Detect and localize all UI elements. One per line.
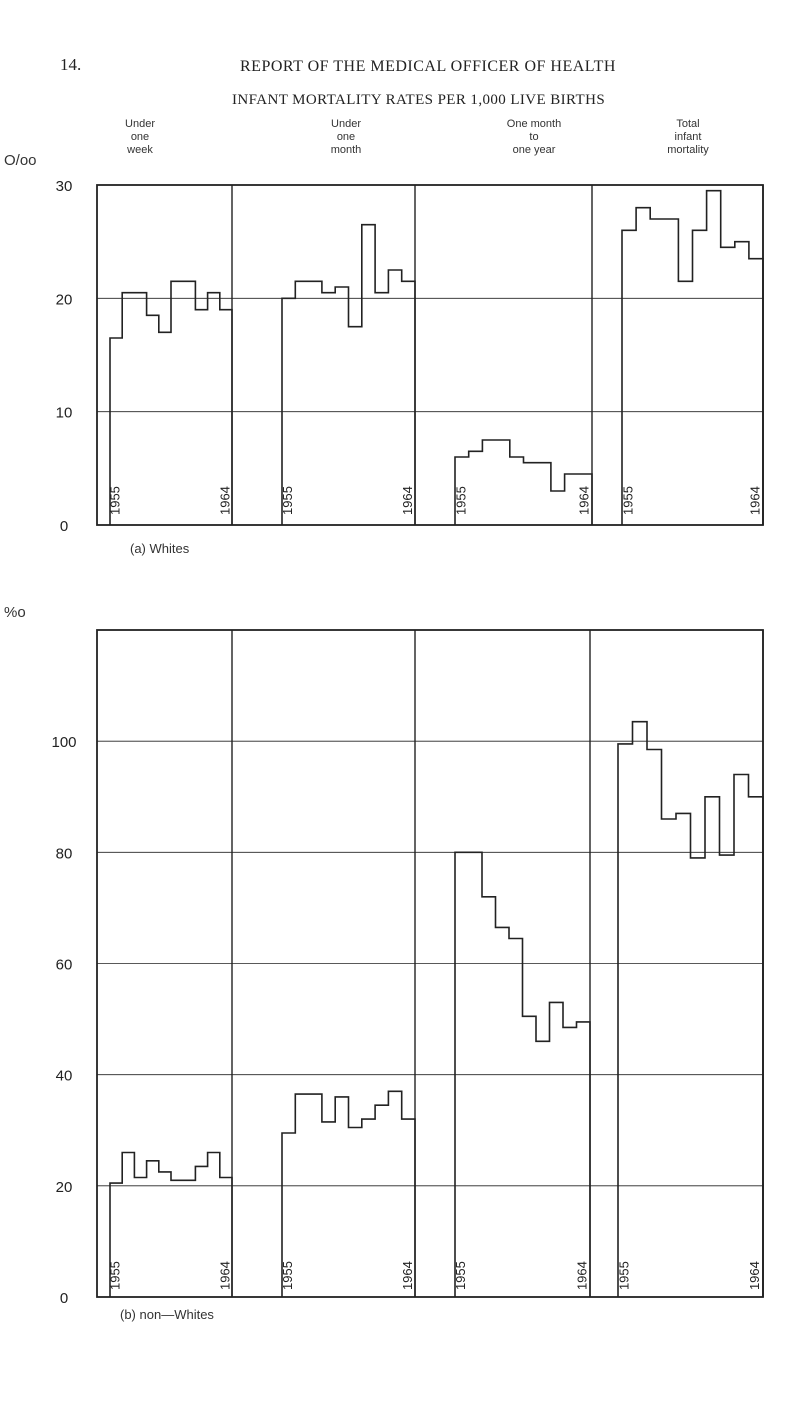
whites-series-0-step-line — [107, 281, 232, 525]
chart-title: INFANT MORTALITY RATES PER 1,000 LIVE BIRTHS — [232, 92, 606, 108]
whites-year-label-end: 1964 — [399, 486, 415, 516]
nonwhites-y-tick-label: 100 — [51, 734, 77, 752]
whites-year-label-start: 1955 — [107, 486, 123, 515]
nonwhites-series-0-step-line — [107, 1153, 232, 1298]
nonwhites-series-1-step-line — [282, 1091, 415, 1297]
nonwhites-y-tick-label: 40 — [55, 1067, 73, 1085]
column-header-line: one — [130, 131, 150, 143]
nonwhites-y-tick-label: 60 — [55, 956, 73, 974]
column-header-line: Total — [676, 118, 700, 130]
nonwhites-y-tick-label: 80 — [55, 845, 73, 863]
whites-series-3-step-line — [622, 191, 763, 525]
nonwhites-year-label-end: 1964 — [574, 1261, 590, 1291]
whites-y-tick-label: 10 — [55, 404, 73, 422]
whites-year-label-end: 1964 — [576, 486, 592, 515]
whites-y-tick-label: 20 — [55, 291, 73, 309]
running-head: REPORT OF THE MEDICAL OFFICER OF HEALTH — [240, 58, 616, 75]
whites-series-2-step-line — [455, 440, 592, 525]
column-header-line: Under — [125, 118, 155, 130]
column-header-line: infant — [674, 131, 702, 143]
whites-frame — [97, 185, 763, 525]
nonwhites-year-label-start: 1955 — [616, 1261, 632, 1291]
nonwhites-year-label-end: 1964 — [217, 1261, 233, 1290]
column-header-line: mortality — [667, 144, 709, 156]
nonwhites-unit-label: %o — [4, 604, 26, 621]
whites-y-tick-label: 30 — [55, 178, 73, 195]
column-header-line: one — [336, 131, 356, 143]
column-header-line: Under — [331, 118, 361, 130]
nonwhites-y-tick-label: 0 — [59, 1290, 69, 1307]
page-number: 14. — [60, 55, 82, 74]
whites-year-label-end: 1964 — [747, 486, 763, 516]
nonwhites-year-label-end: 1964 — [399, 1261, 415, 1291]
nonwhites-year-label-start: 1955 — [453, 1261, 469, 1291]
column-header-line: to — [529, 131, 539, 143]
nonwhites-y-tick-label: 20 — [55, 1178, 73, 1196]
whites-year-label-end: 1964 — [217, 486, 233, 515]
nonwhites-caption: (b) non—Whites — [120, 1307, 214, 1322]
whites-caption: (a) Whites — [130, 541, 190, 556]
nonwhites-year-label-start: 1955 — [107, 1261, 123, 1290]
whites-year-label-start: 1955 — [620, 486, 636, 515]
column-header-line: one year — [512, 144, 556, 156]
whites-y-tick-label: 0 — [59, 518, 69, 535]
column-header-line: week — [127, 144, 153, 156]
whites-year-label-start: 1955 — [453, 486, 469, 516]
column-header-line: One month — [506, 118, 562, 130]
whites-series-1-step-line — [282, 225, 415, 525]
nonwhites-year-label-start: 1955 — [280, 1261, 296, 1290]
nonwhites-series-3-step-line — [618, 722, 763, 1297]
nonwhites-year-label-end: 1964 — [747, 1261, 763, 1291]
whites-year-label-start: 1955 — [280, 486, 296, 515]
whites-unit-label: O/oo — [4, 152, 37, 169]
column-header-line: month — [330, 144, 362, 156]
